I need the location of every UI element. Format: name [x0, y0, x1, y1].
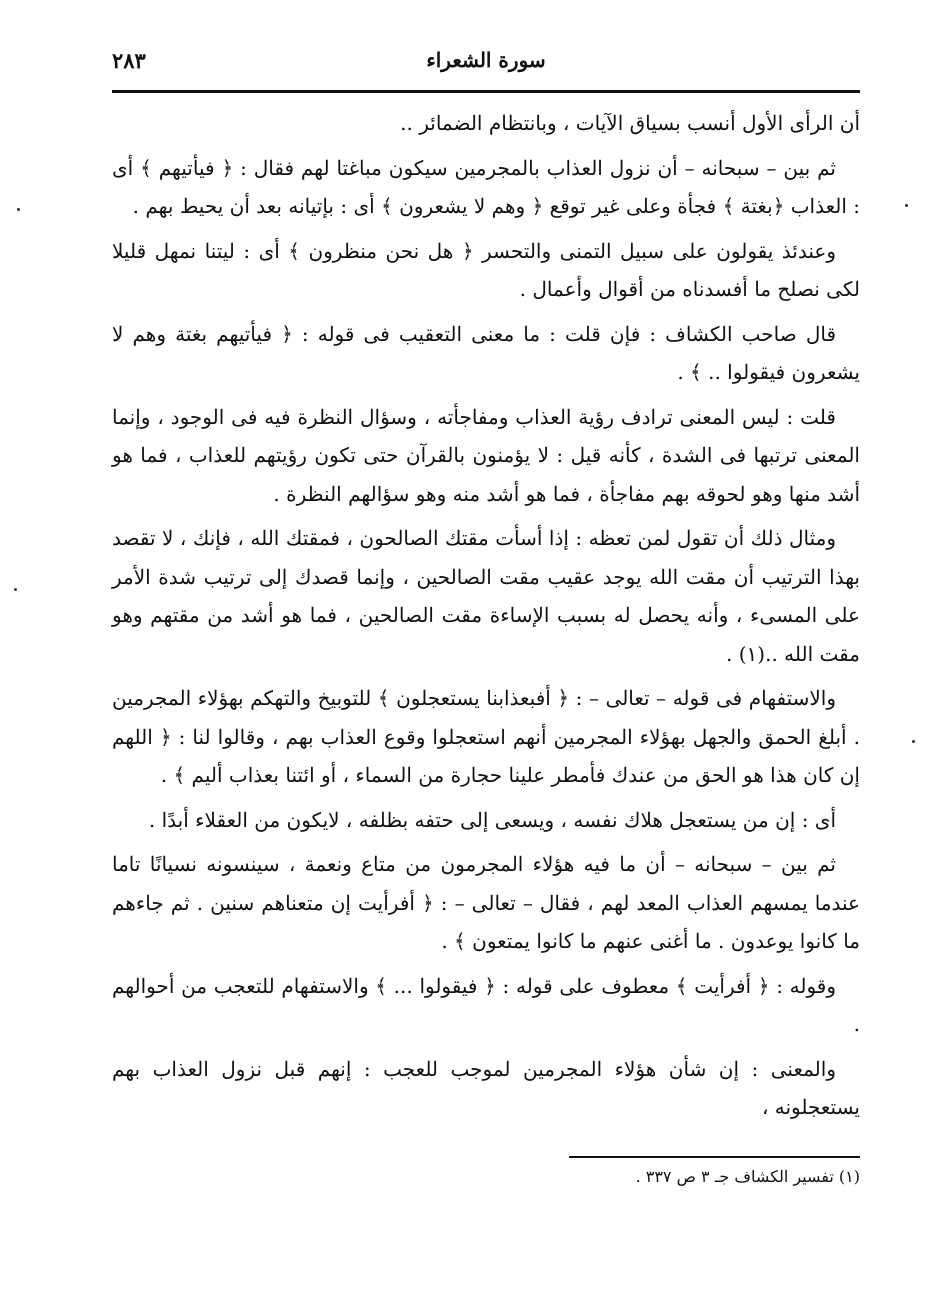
page-number: ٢٨٣ — [112, 48, 146, 73]
scan-speck — [912, 740, 915, 743]
scan-speck — [17, 208, 20, 211]
paragraph: ثم بين – سبحانه – أن نزول العذاب بالمجرمين سيكون مباغتا لهم فقال : ﴿ فيأتيهم ﴾ أى : العذاب ﴿بغتة ﴾ فجأة وعلى غير توقع ﴿ وهم لا يشعرون ﴾ أى : بإتيانه بعد أن يحيط بهم . — [112, 155, 860, 218]
surah-title: سورة الشعراء — [426, 48, 546, 72]
paragraph: وعندئذ يقولون على سبيل التمنى والتحسر ﴿ هل نحن منظرون ﴾ أى : ليتنا نمهل قليلا لكى نصلح ما أفسدناه من أقوال وأعمال . — [112, 238, 860, 301]
footnote: (١) تفسير الكشاف جـ ٣ ص ٣٣٧ . — [635, 1167, 860, 1186]
paragraph: ومثال ذلك أن تقول لمن تعظه : إذا أسأت مقتك الصالحون ، فمقتك الله ، فإنك ، لا تقصد بهذا الترتيب أن مقت الله يوجد عقيب مقت الصالحين ، وإنما قصدك إلى ترتيب شدة الأمر على المسىء ، وأنه يحصل له بسبب الإساءة مقت الصالحين ، فما هو أشد من مقتهم وهو مقت الله ..(١) . — [112, 526, 860, 666]
body-text — [112, 104, 860, 1133]
paragraph: قلت : ليس المعنى ترادف رؤية العذاب ومفاجأته ، وسؤال النظرة فيه فى الوجود ، وإنما المعنى ترتبها فى الشدة ، كأنه قيل : لا يؤمنون بالقرآن حتى تكون رؤيتهم للعذاب ، فما هو أشد منها وهو لحوقه بهم مفاجأة ، فما هو أشد منه وهو سؤالهم النظرة . — [112, 404, 860, 506]
scan-speck — [14, 588, 17, 591]
paragraph: والاستفهام فى قوله – تعالى – : ﴿ أفبعذابنا يستعجلون ﴾ للتوبيخ والتهكم بهؤلاء المجرمين . أبلغ الحمق والجهل بهؤلاء المجرمين أنهم استعجلوا وقوع العذاب بهم ، وقالوا لنا : ﴿ اللهم إن كان هذا هو الحق من عندك فأمطر علينا حجارة من السماء ، أو ائتنا بعذاب أليم ﴾ . — [112, 686, 860, 787]
paragraph: قال صاحب الكشاف : فإن قلت : ما معنى التعقيب فى قوله : ﴿ فيأتيهم بغتة وهم لا يشعرون فيقولوا .. ﴾ . — [112, 321, 860, 384]
page-header — [112, 48, 860, 88]
paragraph: أى : إن من يستعجل هلاك نفسه ، ويسعى إلى حتفه بظلفه ، لايكون من العقلاء أبدًا . — [148, 807, 836, 832]
header-rule — [112, 90, 860, 93]
paragraph: وقوله : ﴿ أفرأيت ﴾ معطوف على قوله : ﴿ فيقولوا ... ﴾ والاستفهام للتعجب من أحوالهم . — [112, 973, 860, 1036]
paragraph: والمعنى : إن شأن هؤلاء المجرمين لموجب للعجب : إنهم قبل نزول العذاب بهم يستعجلونه ، — [112, 1056, 860, 1119]
paragraph: ثم بين – سبحانه – أن ما فيه هؤلاء المجرمون من متاع ونعمة ، سينسونه نسيانًا تاما عندما يمسهم العذاب المعد لهم ، فقال – تعالى – : ﴿ أفرأيت إن متعناهم سنين . ثم جاءهم ما كانوا يوعدون . ما أغنى عنهم ما كانوا يمتعون ﴾ . — [112, 852, 860, 953]
scan-speck — [905, 204, 908, 207]
paragraph: أن الرأى الأول أنسب بسياق الآيات ، وبانتظام الضمائر .. — [400, 111, 860, 135]
footnote-rule — [569, 1156, 860, 1158]
